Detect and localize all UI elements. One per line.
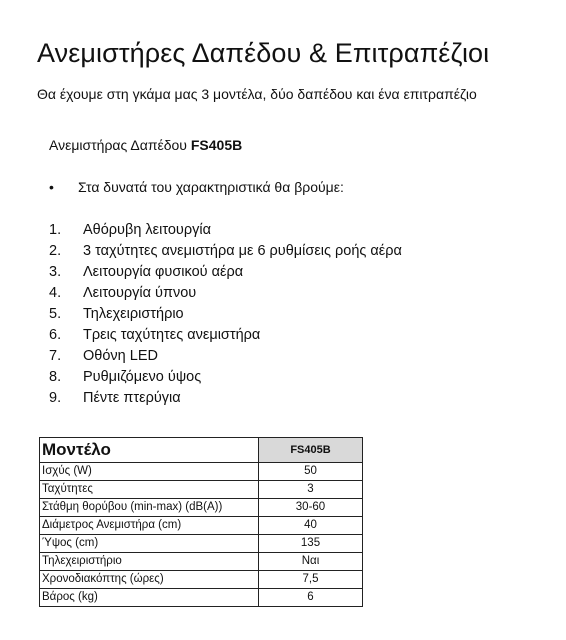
table-row [40, 535, 363, 553]
table-cell-value: 3 [259, 481, 363, 499]
feature-number: 9. [49, 390, 62, 406]
table-cell-value: 135 [259, 535, 363, 553]
table-cell-value: 6 [259, 589, 363, 607]
feature-number: 5. [49, 306, 62, 322]
product-prefix: Ανεμιστήρας Δαπέδου [49, 137, 191, 153]
table-cell-label: Βάρος (kg) [40, 589, 259, 607]
table-row [40, 553, 363, 571]
feature-item [49, 346, 402, 367]
spec-table [39, 437, 363, 607]
table-cell-label: Ισχύς (W) [40, 463, 259, 481]
table-cell-value: 30-60 [259, 499, 363, 517]
table-cell-label: Ταχύτητες [40, 481, 259, 499]
feature-item [49, 304, 402, 325]
table-cell-label: Στάθμη θορύβου (min-max) (dB(A)) [40, 499, 259, 517]
table-cell-label: Ύψος (cm) [40, 535, 259, 553]
bullet-symbol: • [49, 179, 54, 195]
table-cell-value: Ναι [259, 553, 363, 571]
feature-item [49, 283, 402, 304]
table-cell-label: Διάμετρος Ανεμιστήρα (cm) [40, 517, 259, 535]
feature-text: Αθόρυβη λειτουργία [83, 222, 211, 238]
feature-item [49, 262, 402, 283]
feature-item [49, 367, 402, 388]
table-header-model: FS405B [259, 438, 363, 463]
feature-text: Λειτουργία ύπνου [83, 285, 197, 301]
feature-text: Οθόνη LED [83, 348, 158, 364]
feature-number: 2. [49, 243, 62, 259]
table-row [40, 481, 363, 499]
feature-list [49, 220, 402, 409]
table-row [40, 463, 363, 481]
table-cell-label: Τηλεχειριστήριο [40, 553, 259, 571]
table-row [40, 571, 363, 589]
feature-text: Λειτουργία φυσικού αέρα [83, 264, 244, 280]
feature-item [49, 241, 402, 262]
feature-number: 3. [49, 264, 62, 280]
page-subtitle: Θα έχουμε στη γκάμα μας 3 μοντέλα, δύο δαπέδου και ένα επιτραπέζιο [37, 86, 477, 102]
product-heading [49, 137, 242, 153]
feature-text: 3 ταχύτητες ανεμιστήρα με 6 ρυθμίσεις ροής αέρα [83, 243, 402, 259]
table-row [40, 589, 363, 607]
feature-text: Ρυθμιζόμενο ύψος [83, 369, 202, 385]
table-row [40, 499, 363, 517]
table-row [40, 517, 363, 535]
feature-item [49, 325, 402, 346]
table-cell-label: Χρονοδιακόπτης (ώρες) [40, 571, 259, 589]
feature-item [49, 388, 402, 409]
feature-text: Τηλεχειριστήριο [83, 306, 184, 322]
feature-text: Τρεις ταχύτητες ανεμιστήρα [83, 327, 261, 343]
bullet-text: Στα δυνατά του χαρακτηριστικά θα βρούμε: [78, 179, 344, 195]
feature-number: 4. [49, 285, 62, 301]
product-model: FS405B [190, 137, 243, 153]
table-cell-value: 7,5 [259, 571, 363, 589]
feature-number: 7. [49, 348, 62, 364]
feature-item [49, 220, 402, 241]
feature-number: 6. [49, 327, 62, 343]
feature-number: 1. [49, 222, 62, 238]
table-cell-value: 40 [259, 517, 363, 535]
page-title: Ανεμιστήρες Δαπέδου & Επιτραπέζιοι [37, 38, 490, 68]
table-header-label: Μοντέλο [40, 438, 259, 463]
feature-number: 8. [49, 369, 62, 385]
table-cell-value: 50 [259, 463, 363, 481]
feature-text: Πέντε πτερύγια [83, 390, 181, 406]
table-header-row [40, 438, 363, 463]
bullet-item [49, 179, 344, 195]
